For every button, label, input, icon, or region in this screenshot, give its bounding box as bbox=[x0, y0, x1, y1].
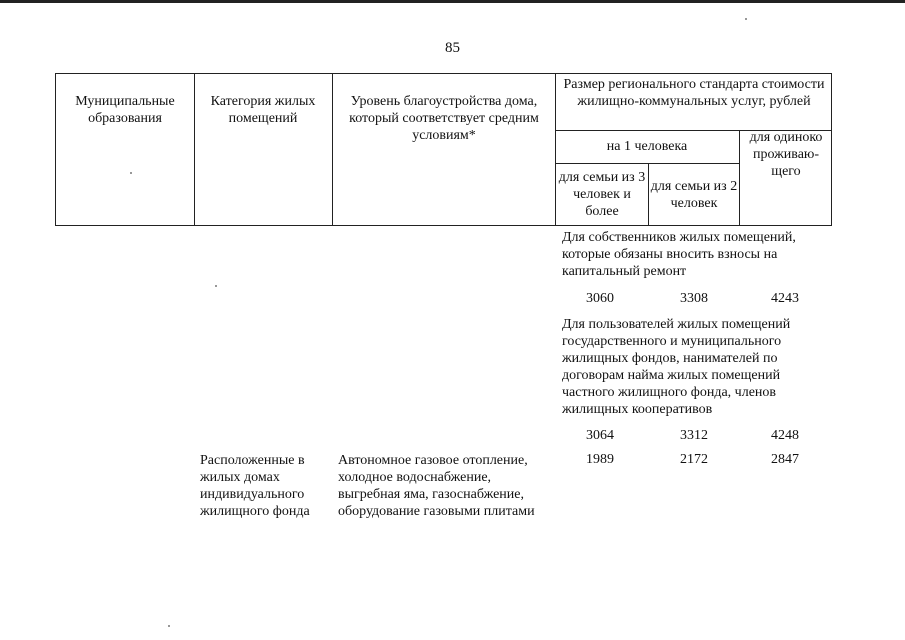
divider bbox=[648, 163, 649, 226]
row-value-family-3: 1989 bbox=[586, 452, 614, 467]
users-caption: Для пользователей жилых помещений государственного и муниципального жилищных фондов, нанимателей по договорам найма жилых помещений частного жилищного фонда, членов жилищных кооперативов bbox=[562, 317, 791, 417]
divider bbox=[555, 73, 556, 226]
owners-value-family-2: 3308 bbox=[680, 291, 708, 306]
header-category: Категория жилых помещений bbox=[210, 94, 316, 126]
header-family-3: для семьи из 3 человек и более bbox=[558, 170, 646, 219]
row-value-family-2: 2172 bbox=[680, 452, 708, 467]
users-value-family-3: 3064 bbox=[586, 428, 614, 443]
owners-value-family-3: 3060 bbox=[586, 291, 614, 306]
divider bbox=[332, 73, 333, 226]
top-rule bbox=[0, 0, 905, 3]
row-category: Расположенные в жилых домах индивидуального жилищного фонда bbox=[200, 453, 310, 519]
header-level: Уровень благоустройства дома, который соответствует средним условиям* bbox=[349, 94, 539, 143]
header-standard: Размер регионального стандарта стоимости жилищно-коммунальных услуг, рублей bbox=[563, 77, 825, 109]
header-per-person: на 1 человека bbox=[606, 139, 688, 154]
page-number: 85 bbox=[445, 40, 460, 56]
scan-speck bbox=[745, 18, 747, 20]
row-level: Автономное газовое отопление, холодное водоснабжение, выгребная яма, газоснабжение, оборудование газовыми плитами bbox=[338, 453, 535, 519]
header-single: для одиноко проживаю-щего bbox=[749, 130, 823, 179]
owners-caption: Для собственников жилых помещений, которые обязаны вносить взносы на капитальный ремонт bbox=[562, 230, 796, 279]
owners-value-single: 4243 bbox=[771, 291, 799, 306]
header-municipal: Муниципальные образования bbox=[75, 94, 175, 126]
users-value-single: 4248 bbox=[771, 428, 799, 443]
scan-speck bbox=[130, 172, 132, 174]
row-value-single: 2847 bbox=[771, 452, 799, 467]
scan-speck bbox=[168, 625, 170, 627]
users-value-family-2: 3312 bbox=[680, 428, 708, 443]
header-family-2: для семьи из 2 человек bbox=[650, 179, 738, 211]
scan-speck bbox=[215, 285, 217, 287]
divider bbox=[194, 73, 195, 226]
divider bbox=[555, 163, 739, 164]
divider bbox=[739, 130, 740, 226]
